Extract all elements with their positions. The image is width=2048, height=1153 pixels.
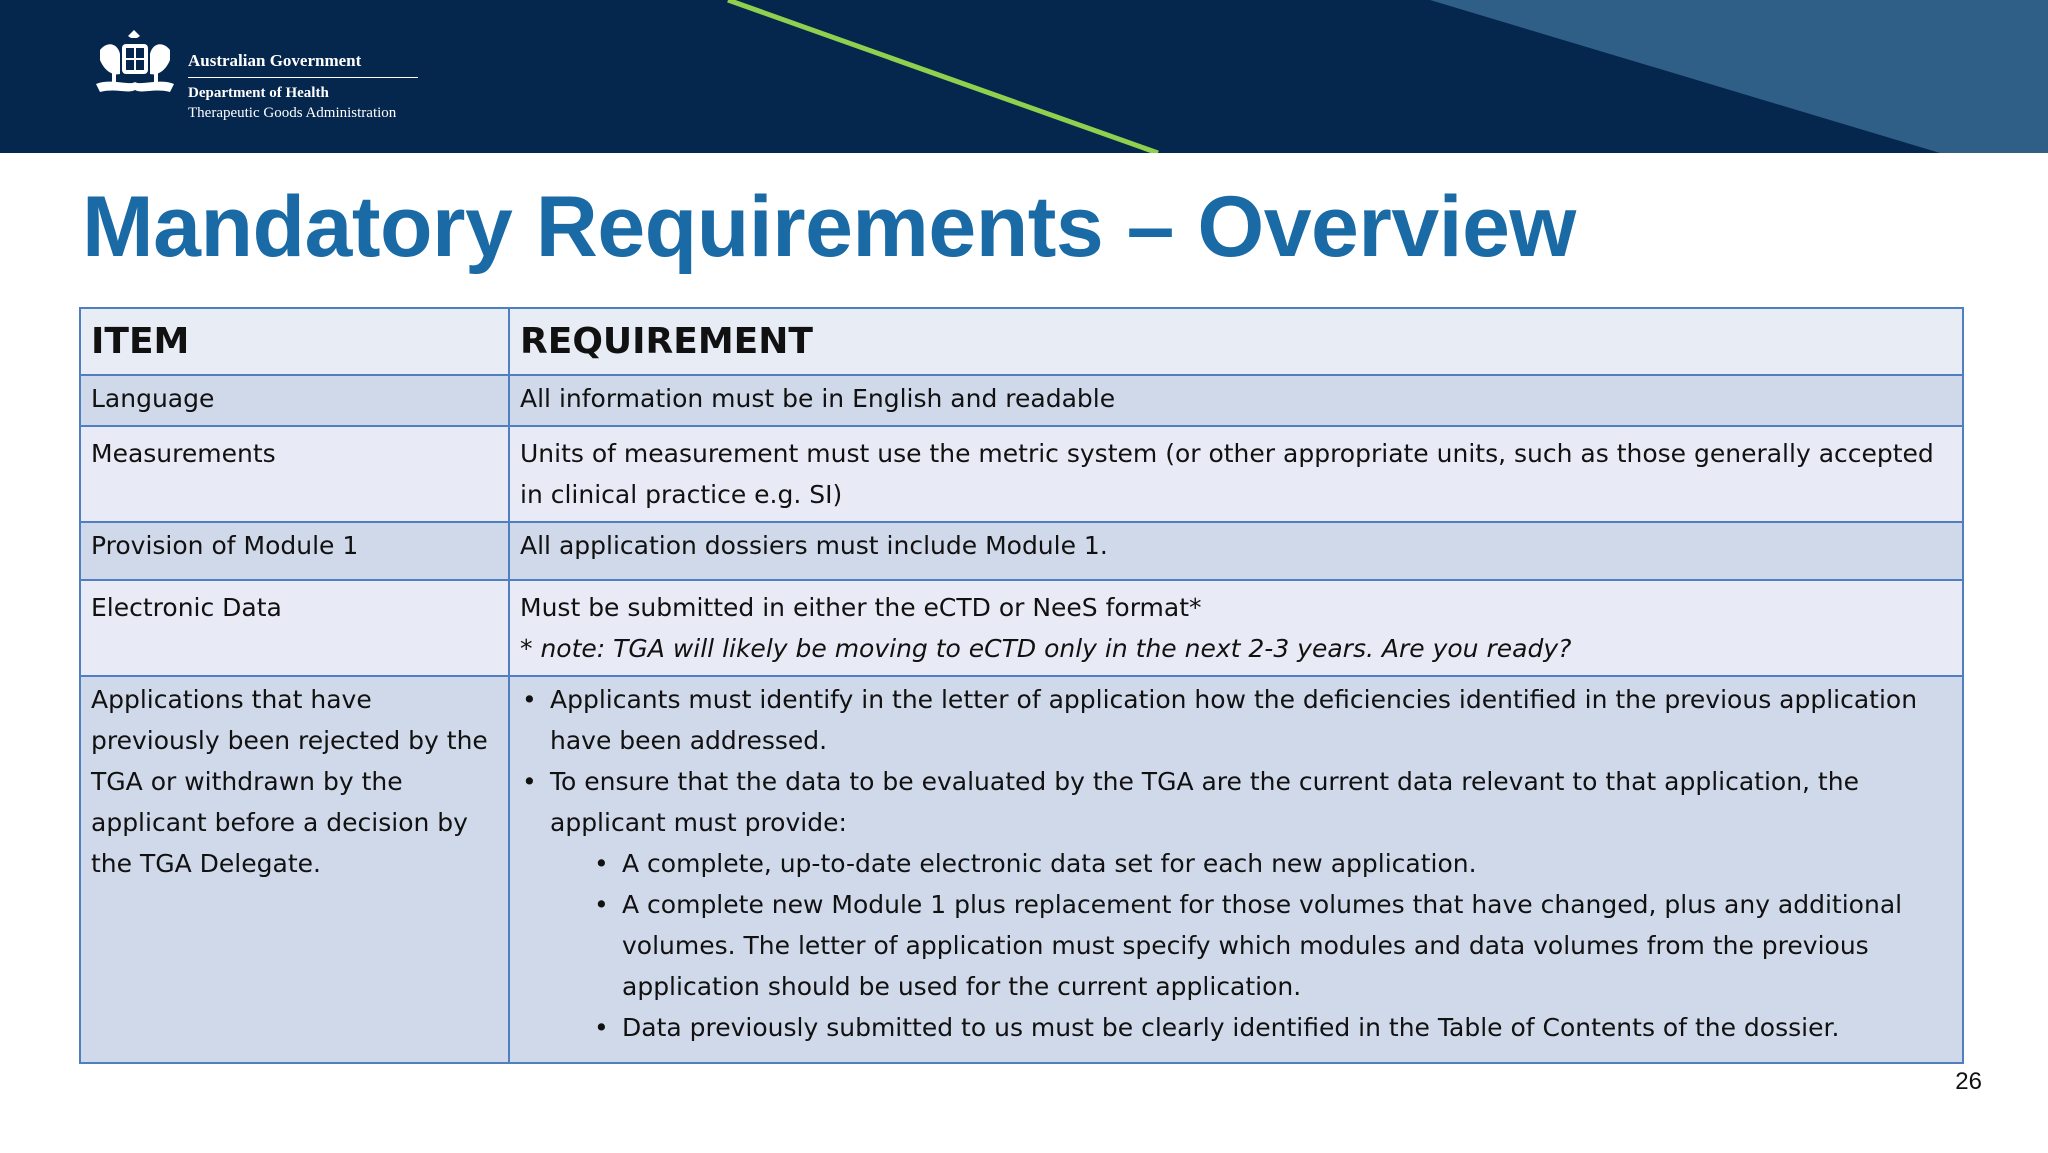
banner-slate-wedge [1430, 0, 2048, 153]
requirement-cell: Units of measurement must use the metric system (or other appropriate units, such as those generally accepted in clinical practice e.g. SI) [509, 426, 1963, 522]
item-cell: Applications that have previously been rejected by the TGA or withdrawn by the applicant before a decision by the TGA Delegate. [80, 676, 509, 1063]
item-cell: Electronic Data [80, 580, 509, 676]
bullet-item: • Applicants must identify in the letter of application how the deficiencies identified in the previous application have been addressed. [520, 679, 1952, 761]
item-cell: Language [80, 375, 509, 426]
coat-of-arms-icon [90, 30, 180, 102]
logo-agency-text: Therapeutic Goods Administration [188, 105, 397, 121]
logo-department-text: Department of Health [188, 85, 329, 101]
table-row [80, 676, 1963, 1063]
item-cell: Measurements [80, 426, 509, 522]
requirement-note: * note: TGA will likely be moving to eCTD only in the next 2-3 years. Are you ready? [520, 634, 1572, 663]
requirement-cell: All application dossiers must include Module 1. [509, 522, 1963, 580]
table-header-row [80, 308, 1963, 375]
bullet-item: • To ensure that the data to be evaluated by the TGA are the current data relevant to that application, the applicant must provide: [520, 761, 1952, 843]
bullet-list [520, 679, 1952, 843]
table-row [80, 426, 1963, 522]
header-banner [0, 0, 2048, 153]
item-cell: Provision of Module 1 [80, 522, 509, 580]
logo-divider [188, 77, 418, 78]
requirement-cell [509, 676, 1963, 1063]
sub-bullet-item: • A complete, up-to-date electronic data set for each new application. [592, 843, 1952, 884]
requirements-table [79, 307, 1964, 1064]
table-row [80, 375, 1963, 426]
banner-green-stripe [728, 0, 1158, 153]
sub-bullet-list [592, 843, 1952, 1048]
requirement-cell [509, 580, 1963, 676]
logo-government-text: Australian Government [188, 51, 362, 70]
table-row [80, 580, 1963, 676]
page-number: 26 [1955, 1068, 1982, 1095]
table-row [80, 522, 1963, 580]
requirement-cell: All information must be in English and readable [509, 375, 1963, 426]
header-requirement: REQUIREMENT [509, 308, 1963, 375]
requirement-text: Must be submitted in either the eCTD or NeeS format* [520, 593, 1202, 622]
sub-bullet-item: • A complete new Module 1 plus replacement for those volumes that have changed, plus any additional volumes. The letter of application must specify which modules and data volumes from the previous application should be used for the current application. [592, 884, 1952, 1007]
header-item: ITEM [80, 308, 509, 375]
page-title: Mandatory Requirements – Overview [82, 179, 1576, 275]
sub-bullet-item: • Data previously submitted to us must be clearly identified in the Table of Contents of the dossier. [592, 1007, 1952, 1048]
